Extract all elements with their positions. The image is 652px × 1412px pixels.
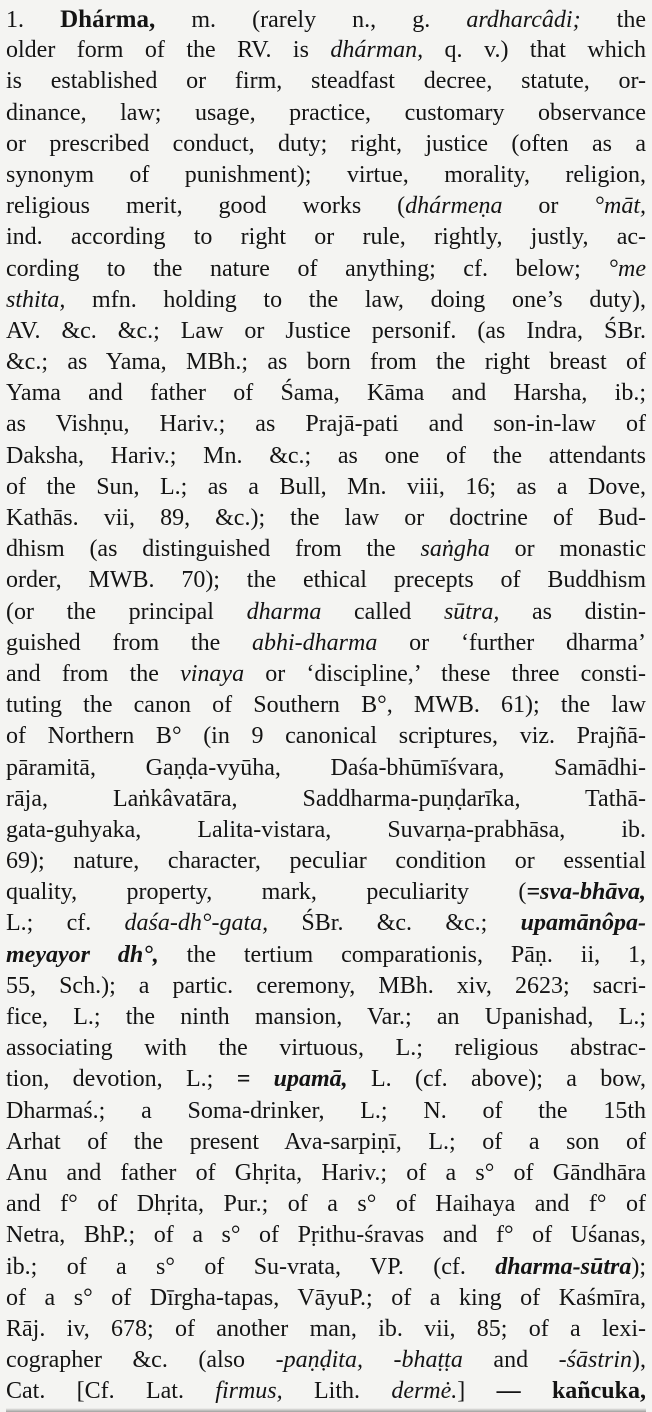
italic-term: ardharcâdi;: [466, 7, 581, 33]
entry-line: [6, 628, 646, 659]
entry-line: [6, 784, 646, 815]
entry-line: [6, 285, 646, 316]
italic-term: sūtra,: [443, 598, 500, 625]
entry-text: is established or firm, steadfast decree, statute, or-: [6, 68, 646, 95]
entry-line: [6, 971, 646, 1002]
italic-term: saṅgha: [420, 536, 490, 563]
entry-text: );: [631, 1253, 646, 1280]
entry-line: [6, 1376, 646, 1407]
entry-line: [6, 4, 646, 35]
entry-text: or ‘discipline,’ these three consti-: [244, 660, 647, 687]
entry-line: [6, 1252, 646, 1283]
entry-text: pāramitā, Gaṇḍa-vyūha, Daśa-bhūmīśvara, Samādhi-: [6, 754, 646, 781]
entry-text: m. (rarely n., g.: [155, 7, 467, 33]
entry-text: 1.: [6, 7, 61, 33]
italic-term: °māt,: [594, 193, 646, 220]
entry-line: [6, 1314, 646, 1345]
entry-text: or prescribed conduct, duty; right, justice (often as a: [6, 130, 646, 157]
italic-term: -śāstrin: [558, 1347, 633, 1374]
entry-text: the tertium comparationis, Pāṇ. ii, 1,: [158, 941, 646, 968]
entry-line: [6, 160, 646, 191]
headword: Dhárma,: [60, 6, 156, 33]
entry-line: [6, 721, 646, 752]
entry-text: Anu and father of Ghṛita, Hariv.; of a s° of Gāndhāra: [6, 1159, 646, 1186]
entry-line: [6, 1064, 646, 1095]
entry-text: the: [580, 7, 646, 33]
entry-text: synonym of punishment); virtue, morality, religion,: [6, 161, 646, 188]
entry-text: Yama and father of Śama, Kāma and Harsha, ib.;: [6, 380, 646, 407]
entry-line: [6, 1283, 646, 1314]
bold-italic-term: meyayor dh°,: [6, 941, 159, 968]
entry-line: [6, 316, 646, 347]
bold-italic-term: = upamā,: [236, 1066, 348, 1093]
entry-text: Lith.: [282, 1378, 392, 1405]
entry-text: quality, property, mark, peculiarity (: [6, 879, 527, 906]
entry-text: mfn. holding to the law, doing one’s duty),: [65, 286, 646, 313]
entry-text: associating with the virtuous, L.; religious abstrac-: [6, 1035, 646, 1062]
entry-text: L.; cf.: [6, 910, 125, 937]
entry-text: of a s° of Dīrgha-tapas, VāyuP.; of a king of Kaśmīra,: [6, 1284, 646, 1311]
entry-line: [6, 565, 646, 596]
entry-line: [6, 659, 646, 690]
entry-text: or monastic: [489, 536, 647, 563]
entry-line: [6, 534, 646, 565]
entry-text: of the Sun, L.; as a Bull, Mn. viii, 16; as a Dove,: [6, 473, 646, 500]
entry-text: Netra, BhP.; of a s° of Pṛithu-śravas and f° of Uśanas,: [6, 1222, 646, 1249]
entry-text: of Northern B° (in 9 canonical scriptures, viz. Prajñā-: [6, 723, 646, 750]
entry-line: [6, 66, 646, 97]
italic-term: sthita,: [6, 286, 66, 313]
italic-term: vinaya: [180, 660, 245, 687]
entry-line: [6, 222, 646, 253]
entry-text: Daksha, Hariv.; Mn. &c.; as one of the attendants: [6, 442, 646, 469]
entry-line: [6, 441, 646, 472]
entry-text: dinance, law; usage, practice, customary observance: [6, 99, 646, 126]
entry-text: 69); nature, character, peculiar condition or essential: [6, 848, 646, 875]
entry-text: rāja, Laṅkâvatāra, Saddharma-puṇḍarīka, Tathā-: [6, 785, 646, 812]
page-bottom-edge: [6, 1408, 646, 1412]
entry-text: AV. &c. &c.; Law or Justice personif. (as Indra, ŚBr.: [6, 317, 646, 344]
entry-line: [6, 254, 646, 285]
entry-line: [6, 1220, 646, 1251]
entry-text: ib.; of a s° of Su-vrata, VP. (cf.: [6, 1253, 496, 1280]
entry-text: dhism (as distinguished from the: [6, 536, 421, 563]
entry-text: older form of the RV. is: [6, 37, 331, 64]
entry-line: [6, 940, 646, 971]
entry-line: [6, 1189, 646, 1220]
entry-line: [6, 347, 646, 378]
bold-italic-term: upamānôpa-: [520, 910, 646, 937]
entry-text: as distin-: [499, 598, 647, 625]
entry-line: [6, 1096, 646, 1127]
dictionary-entry: [6, 4, 646, 1407]
entry-line: [6, 908, 646, 939]
entry-line: [6, 191, 646, 222]
entry-text: tion, devotion, L.;: [6, 1066, 237, 1093]
italic-term: dhárman,: [330, 37, 424, 64]
entry-text: and from the: [6, 660, 181, 687]
entry-line: [6, 690, 646, 721]
entry-line: [6, 503, 646, 534]
bold-italic-term: dharma-sūtra: [495, 1253, 632, 1280]
entry-text: 55, Sch.); a partic. ceremony, MBh. xiv, 2623; sacri-: [6, 972, 646, 999]
entry-text: order, MWB. 70); the ethical precepts of Buddhism: [6, 567, 646, 594]
entry-text: ind. according to right or rule, rightly, justly, ac-: [6, 224, 646, 251]
entry-text: q. v.) that which: [423, 37, 647, 64]
italic-term: daśa-dh°-gata,: [124, 910, 269, 937]
entry-line: [6, 98, 646, 129]
entry-text: Arhat of the present Ava-sarpiṇī, L.; of a son of: [6, 1128, 646, 1155]
italic-term: firmus,: [215, 1378, 283, 1405]
entry-text: gata-guhyaka, Lalita-vistara, Suvarṇa-prabhāsa, ib.: [6, 816, 646, 843]
entry-line: [6, 1033, 646, 1064]
bold-italic-term: =sva-bhāva,: [526, 879, 646, 906]
entry-line: [6, 846, 646, 877]
entry-line: [6, 1127, 646, 1158]
entry-text: or ‘further dharma’: [377, 629, 646, 656]
entry-line: [6, 815, 646, 846]
entry-text: and: [462, 1347, 559, 1374]
entry-line: [6, 409, 646, 440]
entry-text: (or the principal: [6, 598, 247, 625]
entry-text: and f° of Dhṛita, Pur.; of a s° of Haihaya and f° of: [6, 1191, 646, 1218]
bold-subentry: — kañcuka,: [496, 1378, 646, 1405]
entry-text: cording to the nature of anything; cf. below;: [6, 255, 609, 282]
entry-line: [6, 597, 646, 628]
entry-text: ),: [632, 1347, 647, 1374]
entry-text: or: [502, 193, 595, 220]
entry-line: [6, 753, 646, 784]
entry-line: [6, 877, 646, 908]
entry-line: [6, 1158, 646, 1189]
entry-text: religious merit, good works (: [6, 193, 406, 220]
italic-term: dharma: [246, 598, 322, 625]
entry-text: called: [321, 598, 444, 625]
entry-text: L. (cf. above); a bow,: [347, 1066, 646, 1093]
entry-line: [6, 378, 646, 409]
entry-text: ŚBr. &c. &c.;: [268, 910, 521, 937]
italic-term: -paṇḍita, -bhaṭṭa: [275, 1347, 463, 1374]
entry-line: [6, 1002, 646, 1033]
entry-text: Rāj. iv, 678; of another man, ib. vii, 85; of a lexi-: [6, 1315, 646, 1342]
italic-term: dhármeṇa: [405, 193, 503, 220]
entry-text: as Vishṇu, Hariv.; as Prajā-pati and son-in-law of: [6, 411, 646, 438]
italic-term: abhi-dharma: [252, 629, 378, 656]
entry-text: Kathās. vii, 89, &c.); the law or doctrine of Bud-: [6, 505, 646, 531]
entry-text: Cat. [Cf. Lat.: [6, 1378, 216, 1405]
entry-line: [6, 35, 646, 66]
entry-text: fice, L.; the ninth mansion, Var.; an Upanishad, L.;: [6, 1004, 646, 1030]
entry-line: [6, 472, 646, 503]
entry-text: guished from the: [6, 629, 253, 656]
entry-line: [6, 129, 646, 160]
entry-text: tuting the canon of Southern B°, MWB. 61); the law: [6, 692, 646, 719]
entry-text: cographer &c. (also: [6, 1347, 276, 1374]
entry-text: ]: [457, 1378, 497, 1405]
entry-text: &c.; as Yama, MBh.; as born from the right breast of: [6, 349, 646, 376]
entry-line: [6, 1345, 646, 1376]
entry-text: Dharmaś.; a Soma-drinker, L.; N. of the 15th: [6, 1097, 646, 1124]
italic-term: dermė.: [391, 1378, 458, 1405]
italic-term: °me: [608, 255, 646, 282]
